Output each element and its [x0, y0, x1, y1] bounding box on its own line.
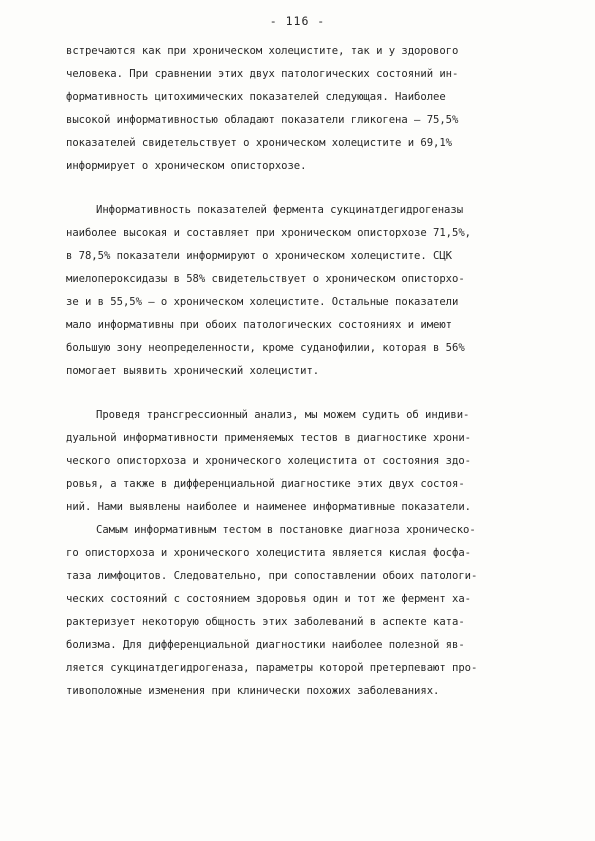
text-line: Проведя трансгрессионный анализ, мы можем судить об индиви-: [96, 409, 470, 421]
text-line: ляется сукцинатдегидрогеназа, параметры которой претерпевают про-: [66, 662, 478, 674]
text-line: формативность цитохимических показателей следующая. Наиболее: [66, 91, 446, 103]
text-line: высокой информативностью обладают показатели гликогена – 75,5%: [66, 114, 459, 126]
text-line: Самым информативным тестом в постановке диагноза хроническо-: [96, 524, 476, 536]
paragraph-gap: [66, 383, 554, 404]
text-line: таза лимфоцитов. Следовательно, при сопоставлении обоих патологи-: [66, 570, 478, 582]
text-line: рактеризует некоторую общность этих заболеваний в аспекте ката-: [66, 616, 465, 628]
text-line: болизма. Для дифференциальной диагностики наиболее полезной яв-: [66, 639, 465, 651]
body-text: [66, 40, 554, 703]
text-line: встречаются как при хроническом холецистите, так и у здорового: [66, 45, 459, 57]
text-line: ческого описторхоза и хронического холецистита от состояния здо-: [66, 455, 471, 467]
text-line: наиболее высокая и составляет при хроническом описторхозе 71,5%,: [66, 227, 471, 239]
text-line: тивоположные изменения при клинически похожих заболеваниях.: [66, 685, 440, 697]
text-line: Информативность показателей фермента сукцинатдегидрогеназы: [96, 204, 464, 216]
text-line: го описторхоза и хронического холецистита является кислая фосфа-: [66, 547, 471, 559]
text-line: человека. При сравнении этих двух патологических состояний ин-: [66, 68, 459, 80]
text-line: помогает выявить хронический холецистит.: [66, 365, 320, 377]
text-line: ний. Нами выявлены наиболее и наименее информативные показатели.: [66, 501, 471, 513]
text-line: показателей свидетельствует о хроническом холецистите и 69,1%: [66, 137, 453, 149]
text-line: дуальной информативности применяемых тестов в диагностике хрони-: [66, 432, 471, 444]
text-line: в 78,5% показатели информируют о хроническом холецистите. СЦК: [66, 250, 453, 262]
page-number: - 116 -: [269, 14, 326, 28]
text-line: большую зону неопределенности, кроме суданофилии, которая в 56%: [66, 342, 465, 354]
text-line: ровья, а также в дифференциальной диагностике этих двух состоя-: [66, 478, 465, 490]
text-line: миелопероксидазы в 58% свидетельствует о хроническом описторхо-: [66, 273, 465, 285]
text-line: мало информативны при обоих патологических состояниях и имеют: [66, 319, 453, 331]
paragraph-gap: [66, 178, 554, 199]
text-line: информирует о хроническом описторхозе.: [66, 160, 307, 172]
text-line: зе и в 55,5% – о хроническом холецистите. Остальные показатели: [66, 296, 459, 308]
text-line: ческих состояний с состоянием здоровья один и тот же фермент ха-: [66, 593, 471, 605]
